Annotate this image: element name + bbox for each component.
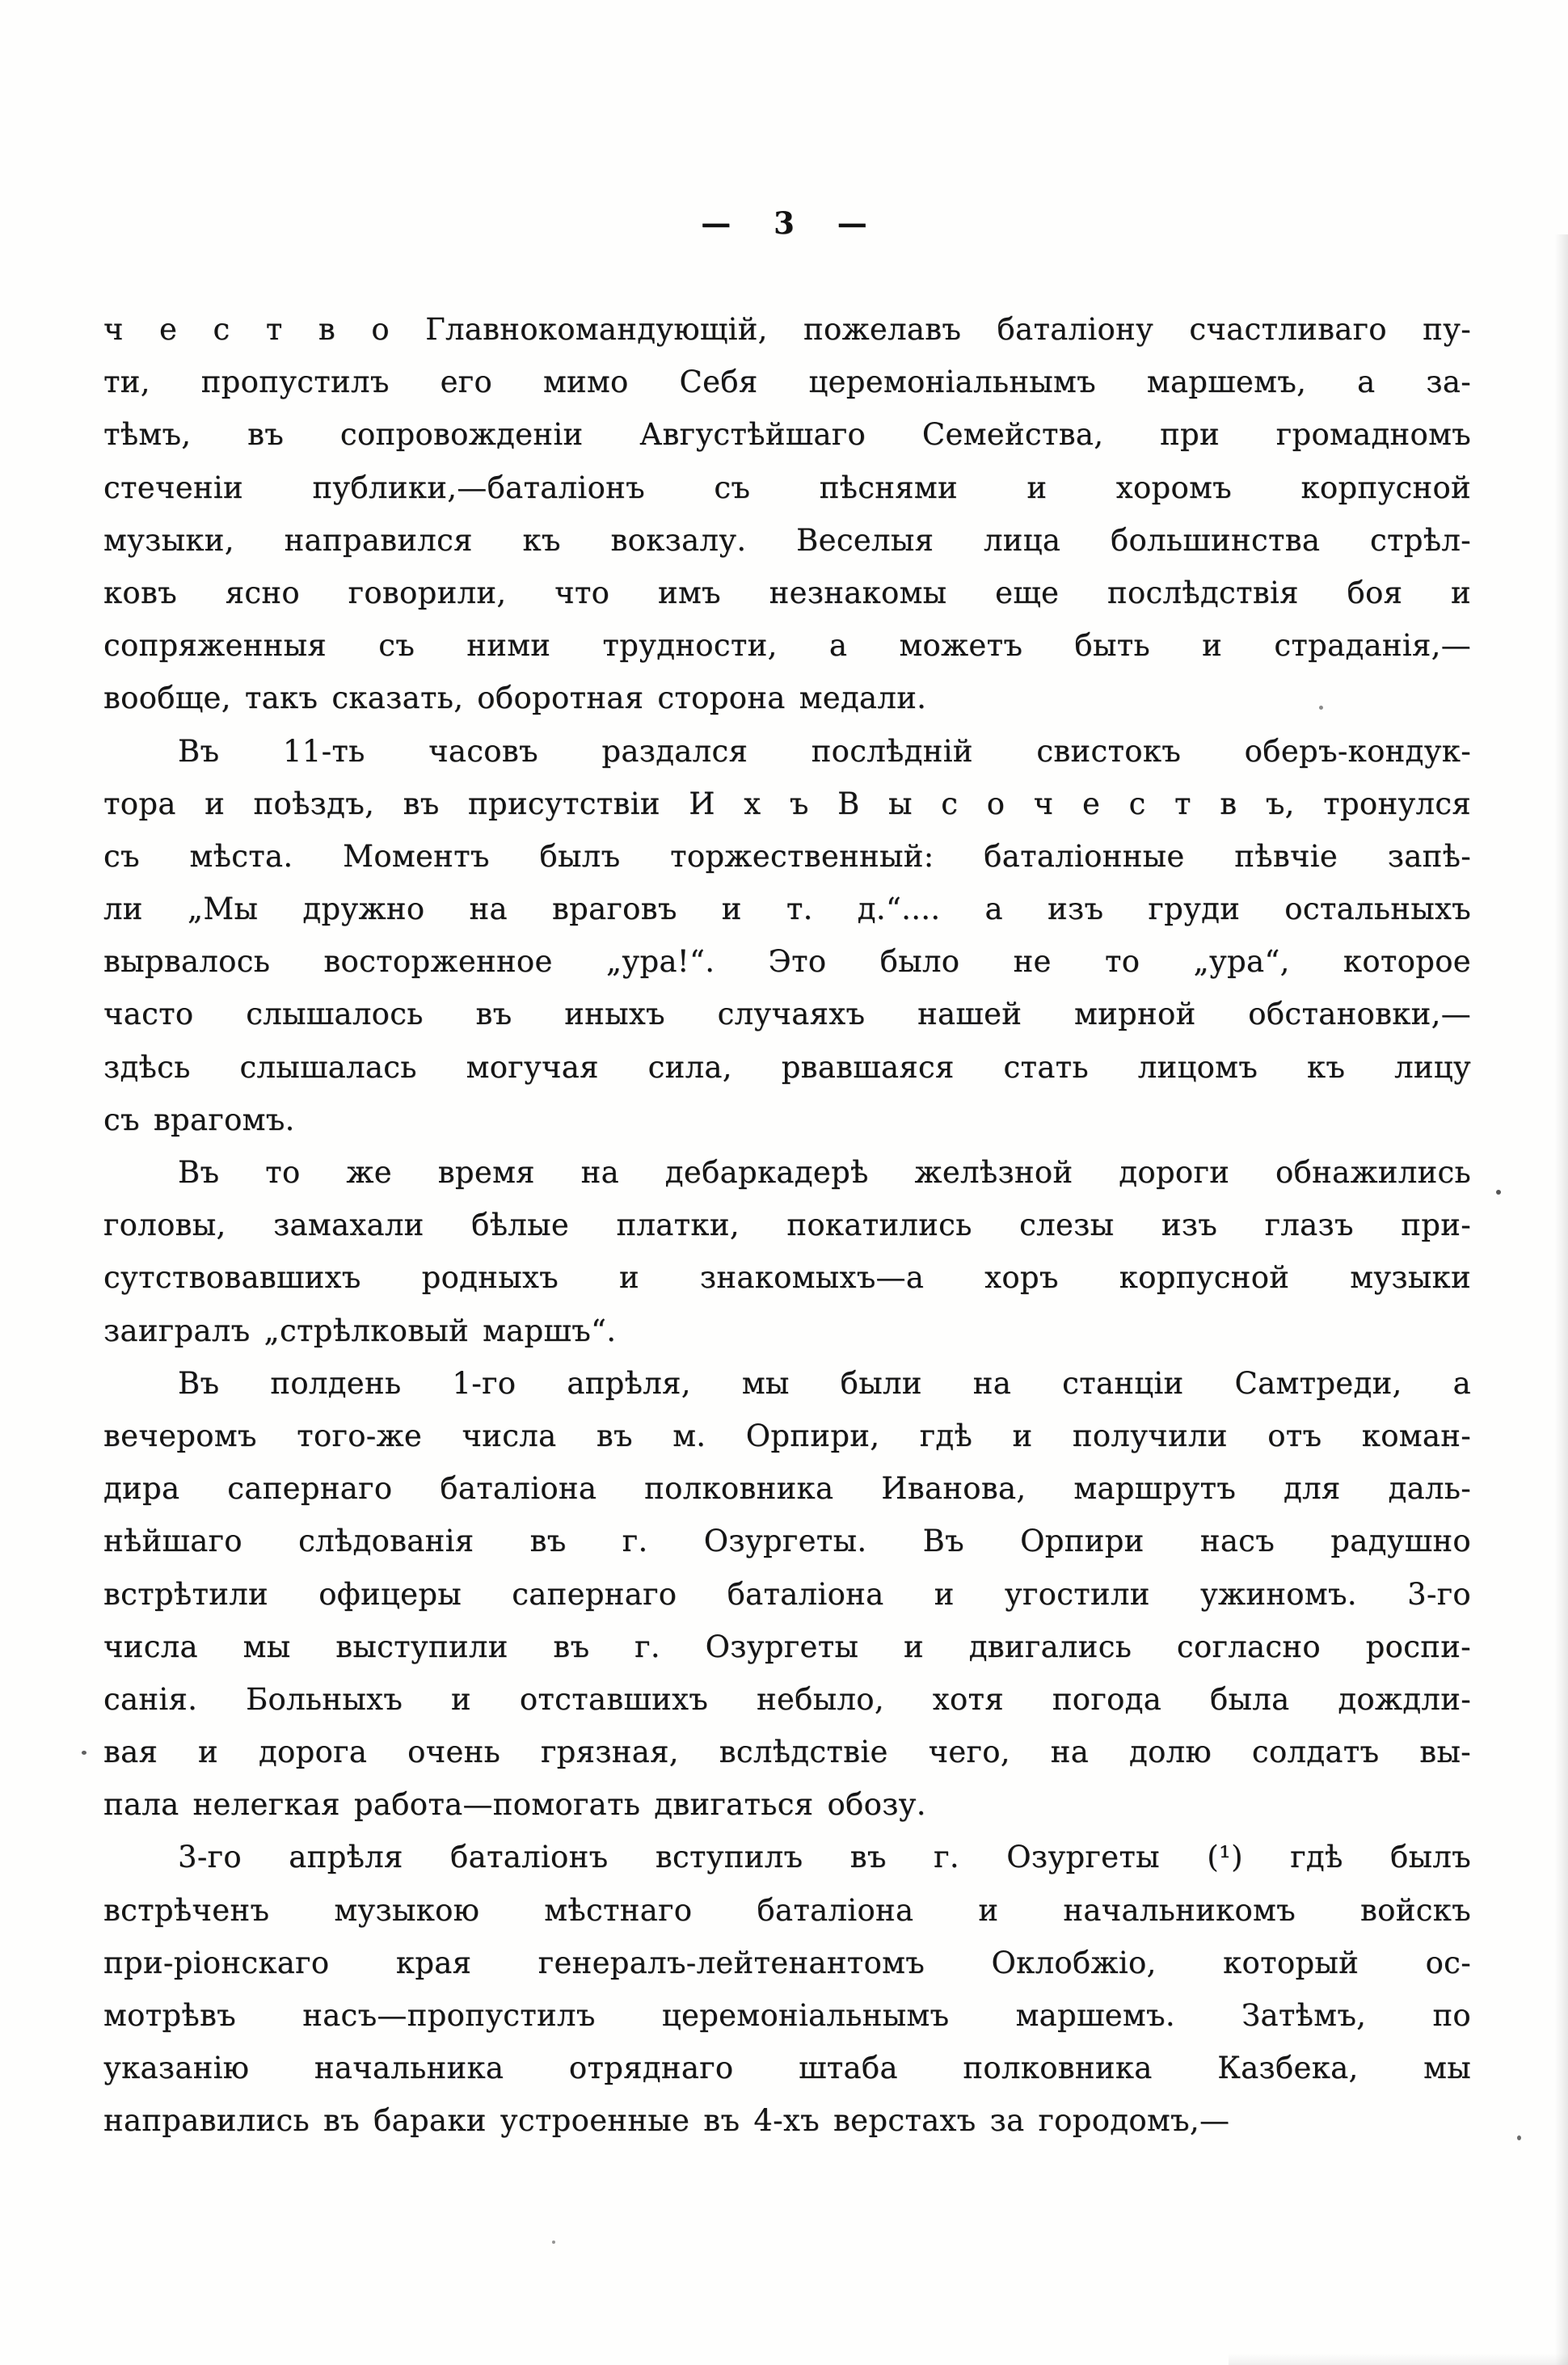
text-line: съ врагомъ. bbox=[103, 1102, 295, 1137]
text-line: встрѣтили офицеры сапернаго баталіона и угостили ужиномъ. 3-го bbox=[103, 1576, 1471, 1612]
text-line: часто слышалось въ иныхъ случаяхъ нашей мирной обстановки,— bbox=[103, 997, 1471, 1032]
text-line: при-ріонскаго края генералъ-лейтенантомъ Оклобжіо, который ос- bbox=[103, 1945, 1471, 1980]
text-line: ти, пропустилъ его мимо Себя церемоніальнымъ маршемъ, а за- bbox=[103, 365, 1471, 400]
text-line: указанію начальника отряднаго штаба полковника Казбека, мы bbox=[103, 2051, 1471, 2086]
text-line: Въ 11-ть часовъ раздался послѣдній свистокъ оберъ-кондук- bbox=[178, 733, 1471, 769]
text-line: головы, замахали бѣлые платки, покатились слезы изъ глазъ при- bbox=[103, 1208, 1471, 1243]
text-line: Въ полдень 1-го апрѣля, мы были на станціи Самтреди, а bbox=[178, 1365, 1471, 1401]
text-line: вырвалось восторженное „ура!“. Это было не то „ура“, которое bbox=[103, 944, 1471, 980]
text-line: встрѣченъ музыкою мѣстнаго баталіона и начальникомъ войскъ bbox=[103, 1892, 1471, 1928]
scan-speck bbox=[1496, 1190, 1501, 1195]
text-line: сопряженныя съ ними трудности, а можетъ быть и страданія,— bbox=[103, 628, 1471, 664]
text-line: вая и дорога очень грязная, вслѣдствіе чего, на долю солдатъ вы- bbox=[103, 1735, 1471, 1770]
text-line: мотрѣвъ насъ—пропустилъ церемоніальнымъ маршемъ. Затѣмъ, по bbox=[103, 1998, 1471, 2033]
scan-speck bbox=[1517, 2135, 1521, 2140]
scan-speck bbox=[82, 1751, 86, 1755]
text-line: санія. Больныхъ и отставшихъ небыло, хотя погода была дождли- bbox=[103, 1681, 1471, 1717]
page-number: — 3 — bbox=[701, 205, 867, 241]
text-line: сутствовавшихъ родныхъ и знакомыхъ—а хоръ корпусной музыки bbox=[103, 1260, 1471, 1296]
scan-edge-shadow bbox=[1555, 234, 1568, 2365]
text-line: ковъ ясно говорили, что имъ незнакомы еще послѣдствія боя и bbox=[103, 575, 1471, 610]
text-line: 3-го апрѣля баталіонъ вступилъ въ г. Озургеты (¹) гдѣ былъ bbox=[178, 1840, 1471, 1875]
text-line: нѣйшаго слѣдованія въ г. Озургеты. Въ Орпири насъ радушно bbox=[103, 1524, 1471, 1559]
text-line: вечеромъ того-же числа въ м. Орпири, гдѣ и получили отъ коман- bbox=[103, 1418, 1471, 1453]
scan-speck bbox=[552, 2241, 555, 2244]
text-line: тѣмъ, въ сопровожденіи Августѣйшаго Семейства, при громадномъ bbox=[103, 417, 1471, 453]
text-line: пала нелегкая работа—помогать двигаться обозу. bbox=[103, 1787, 926, 1823]
text-line: заигралъ „стрѣлковый маршъ“. bbox=[103, 1313, 617, 1348]
text-line: направились въ бараки устроенные въ 4-хъ верстахъ за городомъ,— bbox=[103, 2103, 1230, 2139]
text-line: числа мы выступили въ г. Озургеты и двигались согласно роспи- bbox=[103, 1629, 1471, 1664]
text-line: тора и поѣздъ, въ присутствіи И х ъ В ы с о ч е с т в ъ, тронулся bbox=[103, 786, 1471, 821]
scan-edge-shadow bbox=[1229, 2354, 1568, 2365]
text-line: ли „Мы дружно на враговъ и т. д.“.... а изъ груди остальныхъ bbox=[103, 892, 1471, 927]
text-line: ч е с т в о Главнокомандующій, пожелавъ баталіону счастливаго пу- bbox=[103, 312, 1471, 347]
text-line: съ мѣста. Моментъ былъ торжественный: баталіонные пѣвчіе запѣ- bbox=[103, 838, 1471, 874]
text-line: Въ то же время на дебаркадерѣ желѣзной дороги обнажились bbox=[178, 1155, 1471, 1190]
text-line: музыки, направился къ вокзалу. Веселыя лица большинства стрѣл- bbox=[103, 522, 1471, 558]
scan-speck bbox=[1319, 706, 1323, 710]
text-line: здѣсь слышалась могучая сила, рвавшаяся стать лицомъ къ лицу bbox=[103, 1049, 1471, 1085]
text-line: вообще, такъ сказать, оборотная сторона медали. bbox=[103, 681, 927, 716]
text-line: дира сапернаго баталіона полковника Иванова, маршрутъ для даль- bbox=[103, 1471, 1471, 1507]
text-block bbox=[103, 303, 1471, 2148]
text-line: стеченіи публики,—баталіонъ съ пѣснями и хоромъ корпусной bbox=[103, 470, 1471, 505]
